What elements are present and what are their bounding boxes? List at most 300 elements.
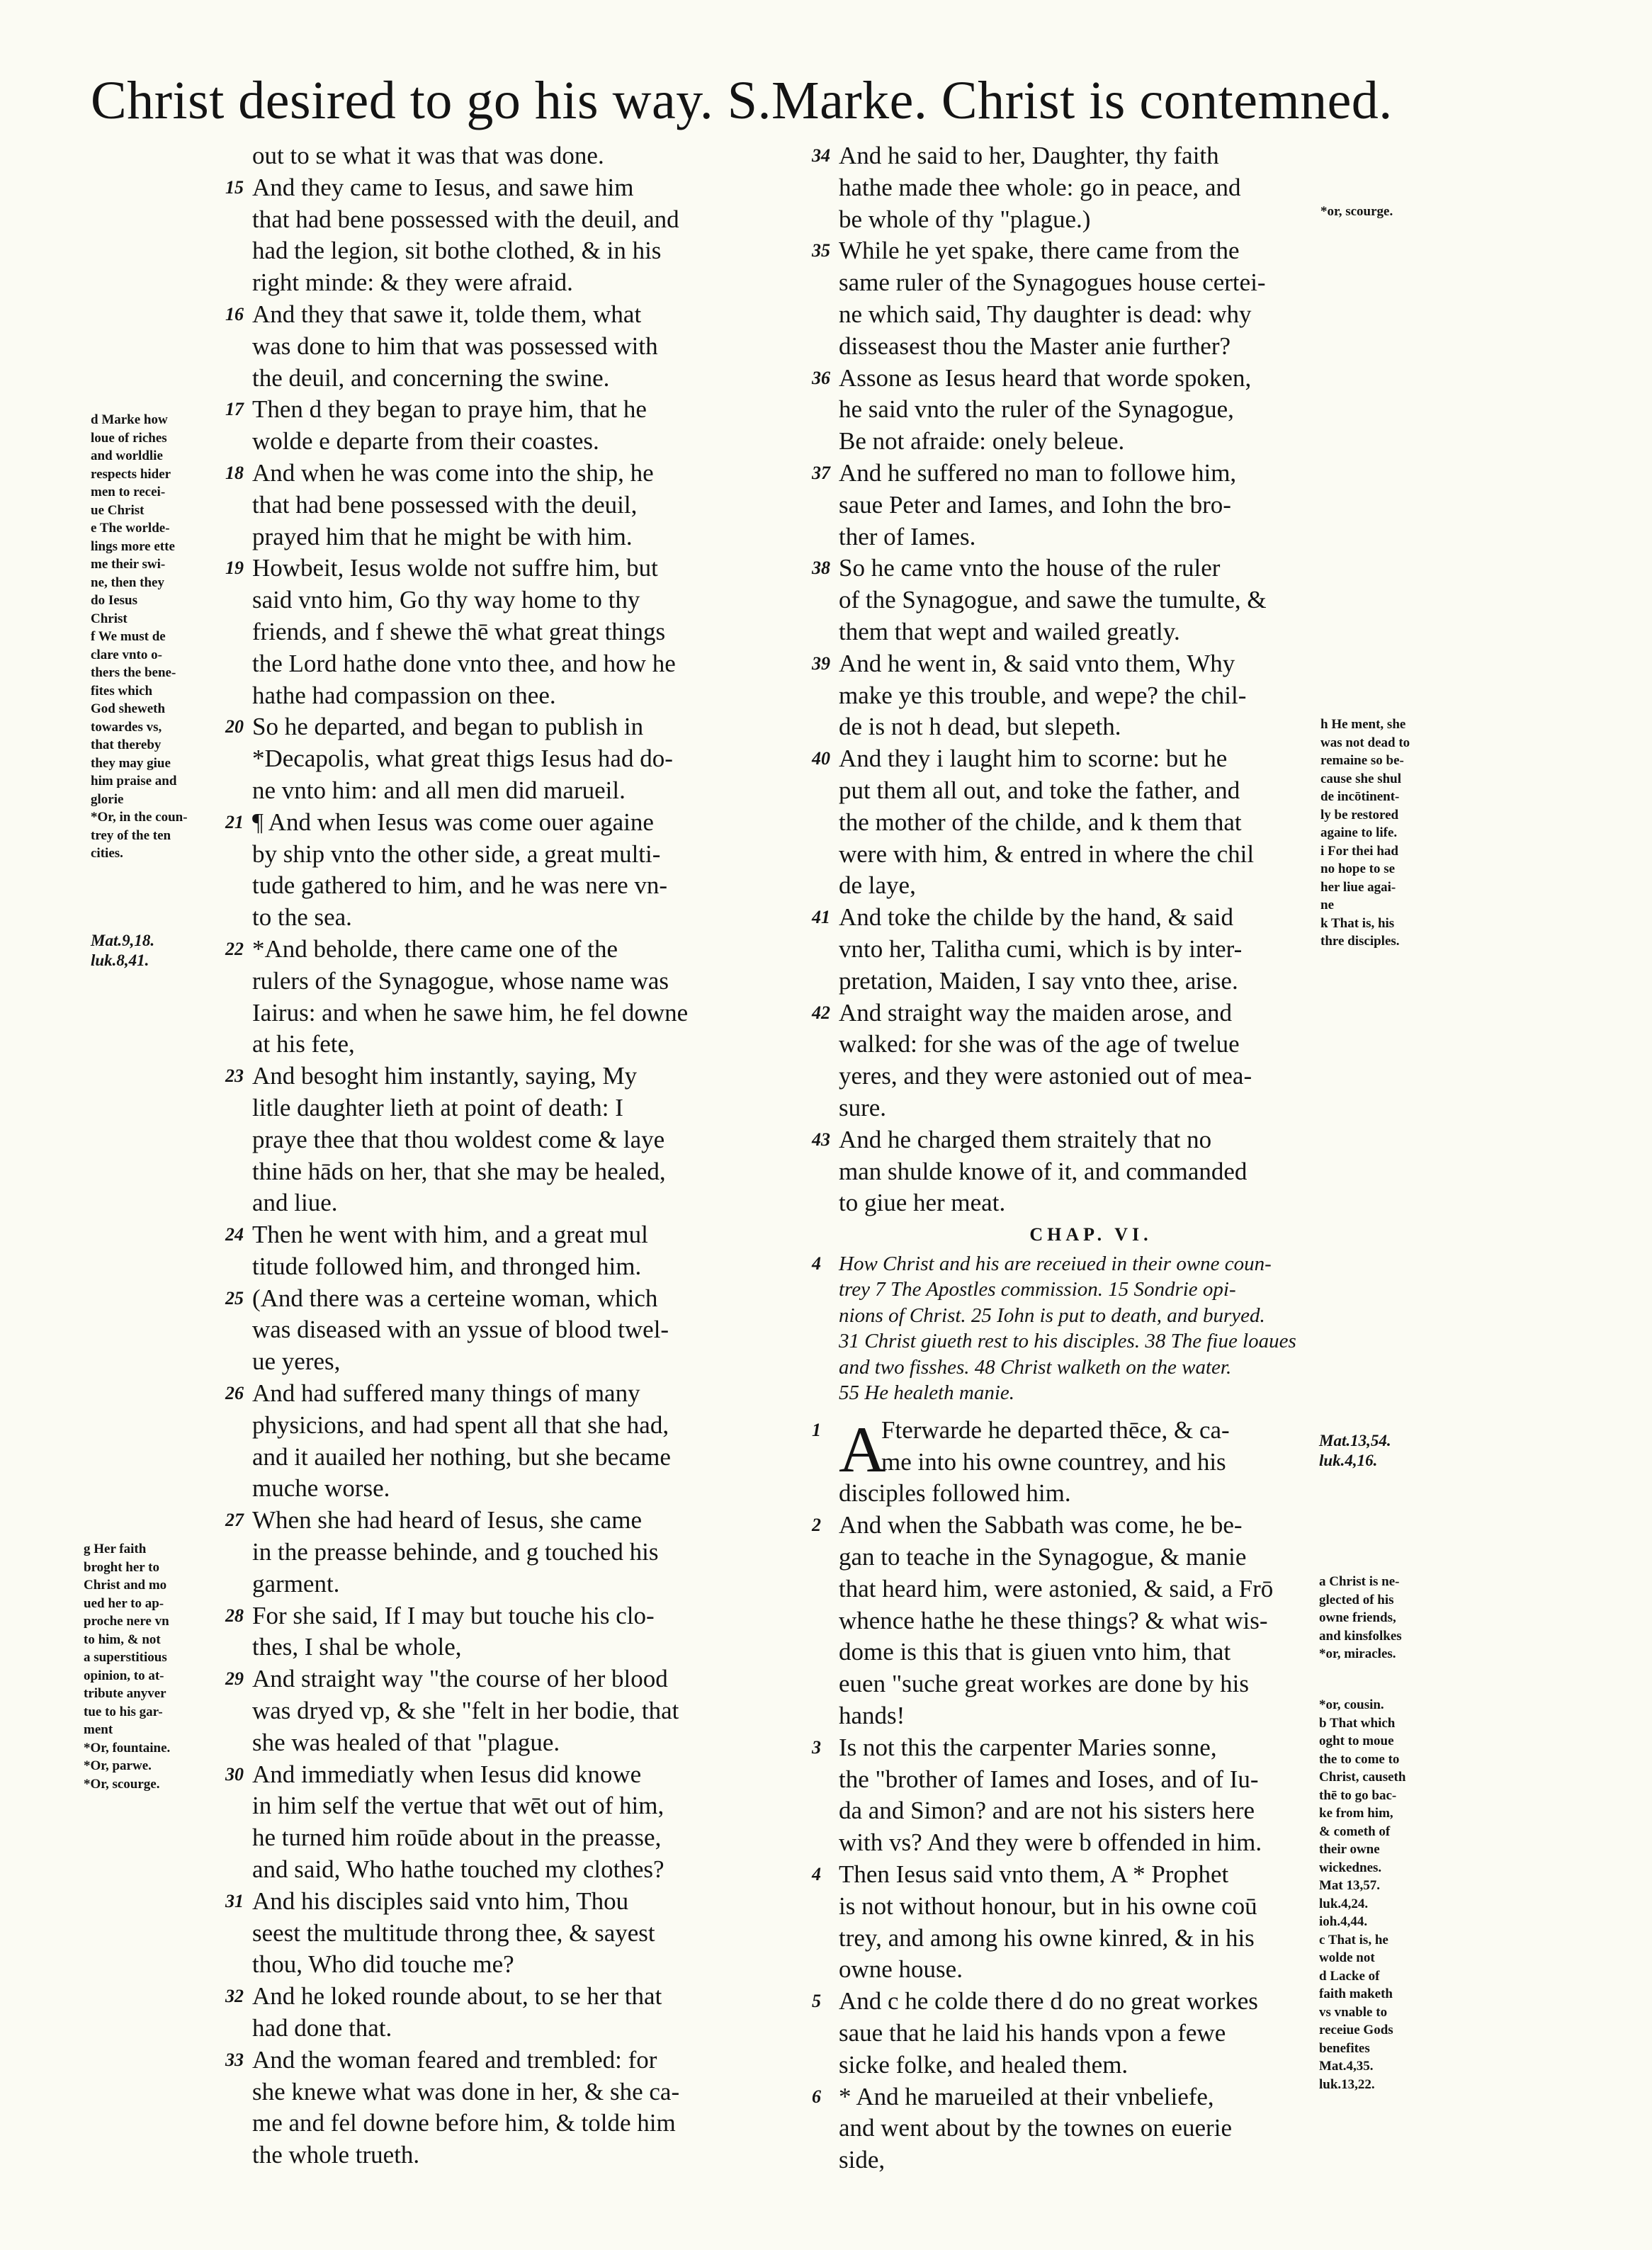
text-line [221, 1854, 788, 1886]
text-line [808, 235, 1374, 267]
line-text: were with him, & entred in where the chil [839, 839, 1255, 868]
line-text: Is not this the carpenter Maries sonne, [839, 1733, 1217, 1761]
verse-number: 33 [225, 2049, 244, 2070]
line-text: rulers of the Synagogue, whose name was [252, 966, 669, 995]
line-text: said vnto him, Go thy way home to thy [252, 586, 640, 614]
line-text: and went about by the townes on euerie [839, 2114, 1232, 2142]
verse-number: 19 [225, 558, 244, 579]
line-text: Fterwarde he departed thēce, & ca- [881, 1415, 1230, 1444]
text-line [221, 1029, 788, 1061]
text-line [808, 966, 1374, 997]
line-text: Then Iesus said vnto them, A * Prophet [839, 1860, 1229, 1889]
line-text: and two fisshes. 48 Christ walketh on the water. [839, 1355, 1232, 1379]
text-line [221, 521, 788, 553]
line-text: ue yeres, [252, 1347, 341, 1376]
line-text: Iairus: and when he sawe him, he fel downe [252, 998, 689, 1027]
text-line [221, 648, 788, 680]
line-text: and said, Who hathe touched my clothes? [252, 1855, 664, 1884]
text-line [808, 1891, 1374, 1923]
line-text: by ship vnto the other side, a great multi- [252, 839, 661, 868]
chapter-heading-text: CHAP. VI. [1029, 1224, 1153, 1245]
line-text: And he loked rounde about, to se her that [252, 1982, 662, 2011]
line-text: right minde: & they were afraid. [252, 268, 573, 297]
text-line [221, 1632, 788, 1663]
verse-number: 42 [812, 1002, 830, 1023]
verse-number: 6 [812, 2086, 821, 2107]
text-line [221, 490, 788, 521]
verse-number: 29 [225, 1668, 244, 1690]
text-line [221, 775, 788, 807]
verse-number: 3 [812, 1736, 821, 1758]
line-text: thine hāds on her, that she may be healed, [252, 1157, 666, 1185]
line-text: ¶ And when Iesus was come ouer againe [252, 808, 654, 836]
text-line [221, 1410, 788, 1442]
verse-number: 36 [812, 367, 830, 388]
text-line [808, 1636, 1374, 1668]
text-line [808, 1859, 1374, 1891]
line-text: had the legion, sit bothe clothed, & in his [252, 237, 662, 265]
line-text: And they i laught him to scorne: but he [839, 745, 1228, 773]
line-text: So he departed, and began to publish in [252, 713, 644, 741]
line-text: had done that. [252, 2014, 392, 2042]
verse-number: 2 [812, 1515, 821, 1536]
right-margin-note-1: *or, scourge. [1320, 204, 1393, 219]
line-text: she knewe what was done in her, & she ca- [252, 2077, 680, 2105]
line-text: sure. [839, 1093, 887, 1121]
text-line [808, 363, 1374, 395]
line-text: saue that he laid his hands vpon a fewe [839, 2019, 1226, 2047]
left-text-column [221, 140, 788, 2171]
text-line [808, 1303, 1374, 1329]
line-text: prayed him that he might be with him. [252, 522, 633, 550]
right-margin-note-3: Mat.13,54. luk.4,16. [1319, 1432, 1391, 1469]
text-line [221, 711, 788, 743]
text-line [808, 172, 1374, 204]
line-text: the whole trueth. [252, 2141, 420, 2169]
line-text: How Christ and his are receiued in their owne coun- [839, 1252, 1272, 1275]
text-line [808, 1328, 1374, 1355]
text-line [808, 902, 1374, 934]
text-line [221, 140, 788, 172]
line-text: gan to teache in the Synagogue, & manie [839, 1543, 1247, 1571]
text-line [808, 1092, 1374, 1124]
text-line [221, 267, 788, 299]
text-line [221, 1886, 788, 1918]
line-text: friends, and f shewe thē what great things [252, 617, 666, 645]
text-line [808, 1380, 1374, 1406]
line-text: * And he marueiled at their vnbeliefe, [839, 2082, 1214, 2110]
text-line [808, 680, 1374, 712]
line-text: pretation, Maiden, I say vnto thee, arise. [839, 966, 1238, 995]
text-line [221, 584, 788, 616]
line-text: trey, and among his owne kinred, & in his [839, 1923, 1255, 1952]
verse-number: 4 [812, 1864, 821, 1885]
verse-number: 37 [812, 462, 830, 483]
verse-number: 21 [225, 811, 244, 832]
text-line [221, 2076, 788, 2108]
text-line [808, 870, 1374, 902]
text-line [808, 521, 1374, 553]
line-text: and liue. [252, 1189, 338, 1217]
right-margin-note-5: *or, cousin. b That which oght to moue the to come to Christ, causeth thē to go bac- ke from him, & cometh of their owne wickednes. Mat 13,57. luk.4,24. ioh.4,44. c That is, he wolde not d Lacke of faith maketh vs vnable to receiue Gods benefites Mat.4,35. luk.13,22. [1319, 1697, 1406, 2092]
line-text: put them all out, and toke the father, and [839, 776, 1240, 804]
text-line [808, 331, 1374, 363]
line-text: 31 Christ giueth rest to his disciples. 38 The fiue loaues [839, 1330, 1296, 1353]
line-text: And his disciples said vnto him, Thou [252, 1887, 629, 1915]
line-text: was dryed vp, & she "felt in her bodie, that [252, 1697, 679, 1725]
line-text: Then he went with him, and a great mul [252, 1221, 648, 1249]
line-text: in him self the vertue that wēt out of him, [252, 1792, 664, 1820]
line-text: And besoght him instantly, saying, My [252, 1062, 638, 1090]
text-line [808, 458, 1374, 490]
text-line [221, 1822, 788, 1854]
text-line [808, 1732, 1374, 1764]
text-line [808, 140, 1374, 172]
text-line [808, 1605, 1374, 1637]
text-line [221, 934, 788, 966]
text-line [808, 426, 1374, 458]
line-text: So he came vnto the house of the ruler [839, 554, 1221, 582]
text-line [808, 1415, 1374, 1447]
text-line [221, 966, 788, 997]
text-line [808, 807, 1374, 839]
line-text: Assone as Iesus heard that worde spoken, [839, 363, 1252, 392]
text-line [808, 1542, 1374, 1573]
line-text: And he said to her, Daughter, thy faith [839, 142, 1219, 169]
text-line [221, 1759, 788, 1791]
line-text: vnto her, Talitha cumi, which is by inter- [839, 934, 1243, 963]
text-line [808, 1510, 1374, 1542]
text-line [221, 1092, 788, 1124]
left-margin-note-3: g Her faith broght her to Christ and mo ued her to ap- proche nere vn to him, & not a superstitious opinion, to at- tribute anyver tue to his gar- ment *Or, fountaine. *Or, parwe. *Or, scourge. [84, 1542, 171, 1792]
line-text: sicke folke, and healed them. [839, 2050, 1128, 2079]
line-text: seest the multitude throng thee, & sayest [252, 1918, 655, 1947]
text-line [808, 616, 1374, 648]
drop-cap: A [839, 1413, 886, 1486]
text-line [221, 2013, 788, 2045]
line-text: the mother of the childe, and k them that [839, 808, 1242, 836]
line-text: that had bene possessed with the deuil, and [252, 205, 679, 233]
line-text: whence hathe he these things? & what wis- [839, 1606, 1268, 1634]
text-line [808, 1827, 1374, 1859]
line-text: And when the Sabbath was come, he be- [839, 1511, 1243, 1539]
text-line [808, 839, 1374, 871]
line-text: (And there was a certeine woman, which [252, 1284, 658, 1312]
verse-number: 30 [225, 1763, 244, 1785]
line-text: While he yet spake, there came from the [839, 237, 1240, 265]
text-line [808, 1954, 1374, 1986]
verse-number: 28 [225, 1605, 244, 1626]
text-line [808, 1355, 1374, 1381]
text-line [808, 1029, 1374, 1061]
text-line [221, 1442, 788, 1474]
line-text: them that wept and wailed greatly. [839, 617, 1180, 645]
text-line [221, 426, 788, 458]
text-line [221, 1219, 788, 1251]
text-line [221, 902, 788, 934]
line-text: 55 He healeth manie. [839, 1381, 1015, 1405]
line-text: she was healed of that "plague. [252, 1728, 560, 1756]
text-line [808, 584, 1374, 616]
right-margin-note-2: h He ment, she was not dead to remaine so be- cause she shul de incōtinent- ly be restored againe to life. i For thei had no hope to se her liue agai- ne k That is, his thre disciples. [1320, 717, 1410, 949]
verse-number: 43 [812, 1129, 830, 1150]
line-text: *And beholde, there came one of the [252, 934, 618, 963]
text-line [808, 1573, 1374, 1605]
line-text: of the Synagogue, and sawe the tumulte, & [839, 586, 1267, 614]
verse-number: 1 [812, 1419, 821, 1440]
line-text: garment. [252, 1569, 340, 1598]
text-line [221, 331, 788, 363]
text-line [221, 1695, 788, 1727]
line-text: euen "suche great workes are done by his [839, 1670, 1249, 1698]
line-text: the Lord hathe done vnto thee, and how he [252, 649, 676, 677]
line-text: side, [839, 2146, 886, 2174]
text-line [221, 1790, 788, 1822]
line-text: he turned him roūde about in the preasse, [252, 1824, 662, 1852]
text-line [808, 2050, 1374, 2081]
line-text: And he went in, & said vnto them, Why [839, 649, 1235, 677]
verse-number: 23 [225, 1065, 244, 1087]
verse-number: 41 [812, 907, 830, 928]
text-line [221, 1251, 788, 1283]
text-line [221, 997, 788, 1029]
line-text: in the preasse behinde, and g touched his [252, 1538, 659, 1566]
text-line [808, 1447, 1374, 1479]
line-text: hathe made thee whole: go in peace, and [839, 173, 1241, 201]
text-line [808, 2113, 1374, 2144]
text-line [808, 934, 1374, 966]
text-line [808, 1986, 1374, 2018]
verse-number: 32 [225, 1986, 244, 2007]
line-text: physicions, and had spent all that she had, [252, 1411, 669, 1439]
line-text: Howbeit, Iesus wolde not suffre him, but [252, 554, 658, 582]
line-text: And the woman feared and trembled: for [252, 2045, 657, 2074]
line-text: ne which said, Thy daughter is dead: why [839, 300, 1252, 328]
line-text: to the sea. [252, 903, 352, 932]
text-line [808, 553, 1374, 584]
verse-number: 27 [225, 1510, 244, 1531]
line-text: to giue her meat. [839, 1189, 1006, 1217]
line-text: And they that sawe it, tolde them, what [252, 300, 642, 328]
text-line [808, 490, 1374, 521]
text-line [221, 743, 788, 775]
chapter-body [808, 1415, 1374, 2176]
text-line [808, 1156, 1374, 1188]
text-line [221, 1727, 788, 1759]
line-text: And c he colde there d do no great workes [839, 1987, 1258, 2016]
text-line [221, 299, 788, 331]
text-line [808, 1795, 1374, 1827]
line-text: And he charged them straitely that no [839, 1125, 1212, 1153]
text-line [808, 2081, 1374, 2113]
line-text: And straight way the maiden arose, and [839, 998, 1232, 1027]
line-text: litle daughter lieth at point of death: I [252, 1093, 623, 1121]
line-text: was diseased with an yssue of blood twel- [252, 1316, 669, 1344]
text-line [221, 553, 788, 584]
text-line [808, 743, 1374, 775]
text-line [221, 2108, 788, 2139]
text-line [221, 1663, 788, 1695]
line-text: wolde e departe from their coastes. [252, 427, 599, 456]
verse-number: 40 [812, 748, 830, 769]
line-text: thou, Who did touche me? [252, 1950, 514, 1979]
line-text: owne house. [839, 1955, 963, 1984]
text-line [221, 616, 788, 648]
verse-number: 35 [812, 240, 830, 261]
verse-number: 20 [225, 716, 244, 737]
text-line [221, 1314, 788, 1346]
text-line [221, 1124, 788, 1156]
line-text: me and fel downe before him, & tolde him [252, 2109, 676, 2137]
text-line [221, 1061, 788, 1092]
right-margin-note-4: a Christ is ne- glected of his owne friends, and kinsfolkes *or, miracles. [1319, 1574, 1402, 1661]
text-line [808, 997, 1374, 1029]
text-line [808, 2144, 1374, 2176]
line-text: And they came to Iesus, and sawe him [252, 173, 634, 201]
verse-number: 24 [225, 1224, 244, 1245]
text-line [808, 1923, 1374, 1955]
verse-number: 5 [812, 1991, 821, 2012]
line-text: ne vnto him: and all men did marueil. [252, 776, 626, 804]
text-line [221, 235, 788, 267]
verse-number: 15 [225, 176, 244, 198]
verse-number: 18 [225, 462, 244, 483]
text-line [808, 1124, 1374, 1156]
running-head: Christ desired to go his way. S.Marke. Christ is contemned. [91, 71, 1393, 130]
left-margin-note-1: d Marke how loue of riches and worldlie respects hider men to recei- ue Christ e The worlde- lings more ette me their swi- ne, then they do Iesus Christ f We must de clare vnto o- thers the bene- fites which God sheweth towardes vs, that thereby they may giue him praise and glorie *Or, in the coun- trey of the ten cities. [91, 412, 188, 861]
line-text: dome is this that is giuen vnto him, that [839, 1638, 1231, 1666]
text-line [808, 299, 1374, 331]
line-text: that heard him, were astonied, & said, a Frō [839, 1574, 1274, 1602]
line-text: out to se what it was that was done. [252, 142, 604, 169]
text-line [221, 1537, 788, 1568]
line-text: trey 7 The Apostles commission. 15 Sondrie opi- [839, 1278, 1236, 1301]
text-line [221, 172, 788, 204]
text-line [808, 1478, 1374, 1510]
text-line [808, 1700, 1374, 1732]
verse-number: 26 [225, 1383, 244, 1404]
right-text-column [808, 140, 1374, 2176]
verse-number: 34 [812, 145, 830, 166]
left-margin-note-2: Mat.9,18. luk.8,41. [91, 932, 155, 969]
text-line [221, 1981, 788, 2013]
text-line [221, 1378, 788, 1410]
line-text: de is not h dead, but slepeth. [839, 713, 1121, 741]
line-text: hathe had compassion on thee. [252, 681, 556, 709]
text-line [808, 1187, 1374, 1219]
line-text: was done to him that was possessed with [252, 332, 658, 360]
verse-number: 17 [225, 399, 244, 420]
text-line [221, 1283, 788, 1315]
text-line [221, 839, 788, 871]
line-text: disciples followed him. [839, 1479, 1071, 1508]
line-text: Then d they began to praye him, that he [252, 395, 647, 424]
verse-number: 22 [225, 938, 244, 959]
line-text: *Decapolis, what great thigs Iesus had do- [252, 745, 673, 773]
line-text: de laye, [839, 871, 916, 900]
text-line [221, 458, 788, 490]
text-line [808, 775, 1374, 807]
text-line [221, 2045, 788, 2076]
text-line [221, 807, 788, 839]
line-text: and it auailed her nothing, but she became [252, 1442, 671, 1471]
verse-number: 38 [812, 558, 830, 579]
text-line [221, 2139, 788, 2171]
text-line [808, 1668, 1374, 1700]
line-text: And toke the childe by the hand, & said [839, 903, 1233, 932]
verse-number: 39 [812, 652, 830, 674]
text-line [808, 1277, 1374, 1303]
text-line [808, 2018, 1374, 2050]
line-text: saue Peter and Iames, and Iohn the bro- [839, 490, 1231, 519]
line-text: make ye this trouble, and wepe? the chil- [839, 681, 1247, 709]
text-line [221, 1505, 788, 1537]
text-line [221, 1918, 788, 1950]
line-text: that had bene possessed with the deuil, [252, 490, 638, 519]
text-line [221, 1346, 788, 1378]
text-line [808, 1061, 1374, 1092]
line-text: be whole of thy "plague.) [839, 205, 1091, 233]
line-text: muche worse. [252, 1474, 390, 1503]
line-text: he said vnto the ruler of the Synagogue, [839, 395, 1234, 424]
line-text: And immediatly when Iesus did knowe [252, 1760, 642, 1788]
text-line [221, 204, 788, 236]
text-line [808, 267, 1374, 299]
line-text: the deuil, and concerning the swine. [252, 363, 610, 392]
text-line [221, 1187, 788, 1219]
line-text: yeres, and they were astonied out of mea- [839, 1062, 1252, 1090]
line-text: the "brother of Iames and Ioses, and of Iu- [839, 1765, 1259, 1793]
line-text: walked: for she was of the age of twelue [839, 1030, 1240, 1058]
text-line [808, 648, 1374, 680]
text-line [221, 1600, 788, 1632]
line-text: disseasest thou the Master anie further? [839, 332, 1231, 360]
line-text: me into his owne countrey, and his [881, 1447, 1226, 1476]
line-text: And had suffered many things of many [252, 1379, 640, 1408]
line-text: And he suffered no man to followe him, [839, 458, 1237, 487]
text-line [221, 680, 788, 712]
text-line [221, 1156, 788, 1188]
verse-number: 16 [225, 303, 244, 324]
line-text: with vs? And they were b offended in him. [839, 1828, 1262, 1857]
line-text: nions of Christ. 25 Iohn is put to death, and buryed. [839, 1304, 1265, 1327]
line-text: ther of Iames. [839, 522, 976, 550]
line-text: And straight way "the course of her blood [252, 1665, 668, 1693]
line-text: Be not afraide: onely beleue. [839, 427, 1125, 456]
verse-number: 25 [225, 1287, 244, 1308]
chapter-heading [808, 1219, 1374, 1251]
line-text: same ruler of the Synagogues house certei- [839, 268, 1266, 297]
line-text: man shulde knowe of it, and commanded [839, 1157, 1248, 1185]
text-line [808, 1251, 1374, 1277]
text-line [221, 363, 788, 395]
verse-number: 4 [812, 1253, 821, 1274]
line-text: praye thee that thou woldest come & laye [252, 1125, 665, 1153]
text-line [221, 394, 788, 426]
text-line [808, 394, 1374, 426]
text-line [221, 870, 788, 902]
line-text: is not without honour, but in his owne coū [839, 1892, 1257, 1920]
text-line [808, 1764, 1374, 1796]
text-line [221, 1949, 788, 1981]
line-text: tude gathered to him, and he was nere vn- [252, 871, 668, 900]
text-line [808, 204, 1374, 236]
text-line [808, 711, 1374, 743]
line-text: hands! [839, 1702, 905, 1730]
line-text: When she had heard of Iesus, she came [252, 1506, 643, 1534]
line-text: da and Simon? and are not his sisters here [839, 1797, 1255, 1825]
line-text: at his fete, [252, 1030, 355, 1058]
